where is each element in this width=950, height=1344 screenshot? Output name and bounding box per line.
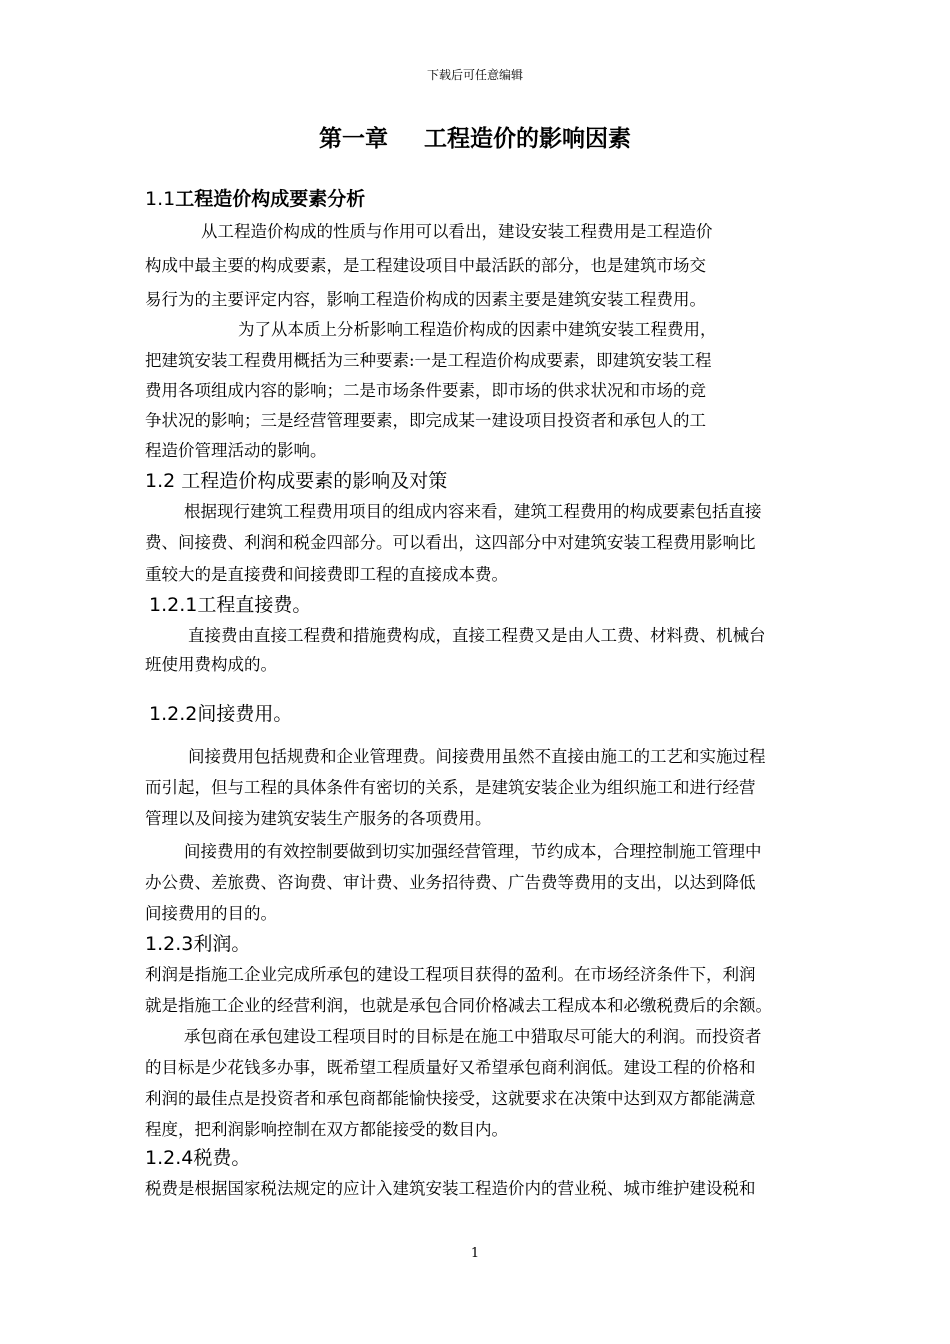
paragraph-5-line: 管理以及间接为建筑安装生产服务的各项费用。 <box>145 809 492 828</box>
chapter-number: 第一章 <box>319 126 388 152</box>
paragraph-6-line: 办公费、差旅费、咨询费、审计费、业务招待费、广告费等费用的支出，以达到降低 <box>145 873 756 892</box>
section-number: 1.1 <box>145 188 176 210</box>
paragraph-7-line: 就是指施工企业的经营利润，也就是承包合同价格减去工程成本和必缴税费后的余额。 <box>145 996 772 1015</box>
page-number: 1 <box>470 1246 480 1261</box>
paragraph-7-line: 利润是指施工企业完成所承包的建设工程项目获得的盈利。在市场经济条件下，利润 <box>145 965 756 984</box>
paragraph-3-line: 费、间接费、利润和税金四部分。可以看出，这四部分中对建筑安装工程费用影响比 <box>145 533 756 552</box>
section-heading-1-2: 1.2 工程造价构成要素的影响及对策 <box>145 470 448 492</box>
section-title: 工程造价构成要素分析 <box>175 188 366 210</box>
section-heading-1-2-3: 1.2.3利润。 <box>145 933 251 955</box>
paragraph-1-line: 构成中最主要的构成要素，是工程建设项目中最活跃的部分，也是建筑市场交 <box>145 256 706 275</box>
paragraph-5-line: 间接费用包括规费和企业管理费。间接费用虽然不直接由施工的工艺和实施过程 <box>188 747 766 766</box>
paragraph-2-line: 为了从本质上分析影响工程造价构成的因素中建筑安装工程费用， <box>238 320 717 339</box>
paragraph-2-line: 把建筑安装工程费用概括为三种要素:一是工程造价构成要素，即建筑安装工程 <box>145 351 712 370</box>
paragraph-4-line: 直接费由直接工程费和措施费构成，直接工程费又是由人工费、材料费、机械台 <box>188 626 766 645</box>
section-heading-1-2-1: 1.2.1工程直接费。 <box>149 594 312 616</box>
paragraph-1-line: 易行为的主要评定内容，影响工程造价构成的因素主要是建筑安装工程费用。 <box>145 290 706 309</box>
chapter-name: 工程造价的影响因素 <box>424 126 631 152</box>
paragraph-1-line: 从工程造价构成的性质与作用可以看出，建设安装工程费用是工程造价 <box>201 222 713 241</box>
page-header: 下载后可任意编辑 <box>426 68 523 82</box>
paragraph-6-line: 间接费用的目的。 <box>145 904 277 923</box>
paragraph-5-line: 而引起，但与工程的具体条件有密切的关系，是建筑安装企业为组织施工和进行经营 <box>145 778 756 797</box>
paragraph-9-line: 税费是根据国家税法规定的应计入建筑安装工程造价内的营业税、城市维护建设税和 <box>145 1179 756 1198</box>
paragraph-8-line: 承包商在承包建设工程项目时的目标是在施工中猎取尽可能大的利润。而投资者 <box>184 1027 762 1046</box>
paragraph-2-line: 费用各项组成内容的影响；二是市场条件要素，即市场的供求状况和市场的竞 <box>145 381 706 400</box>
paragraph-2-line: 争状况的影响；三是经营管理要素，即完成某一建设项目投资者和承包人的工 <box>145 411 706 430</box>
section-heading-1-2-4: 1.2.4税费。 <box>145 1147 251 1169</box>
paragraph-3-line: 重较大的是直接费和间接费即工程的直接成本费。 <box>145 565 508 584</box>
paragraph-4-line: 班使用费构成的。 <box>145 655 277 674</box>
paragraph-8-line: 程度，把利润影响控制在双方都能接受的数目内。 <box>145 1120 508 1139</box>
chapter-title <box>0 120 950 153</box>
section-heading-1-1 <box>145 184 365 211</box>
paragraph-2-line: 程造价管理活动的影响。 <box>145 441 327 460</box>
paragraph-8-line: 利润的最佳点是投资者和承包商都能愉快接受，这就要求在决策中达到双方都能满意 <box>145 1089 756 1108</box>
paragraph-8-line: 的目标是少花钱多办事，既希望工程质量好又希望承包商利润低。建设工程的价格和 <box>145 1058 756 1077</box>
paragraph-3-line: 根据现行建筑工程费用项目的组成内容来看，建筑工程费用的构成要素包括直接 <box>184 502 762 521</box>
section-heading-1-2-2: 1.2.2间接费用。 <box>149 703 293 725</box>
paragraph-6-line: 间接费用的有效控制要做到切实加强经营管理，节约成本，合理控制施工管理中 <box>184 842 762 861</box>
